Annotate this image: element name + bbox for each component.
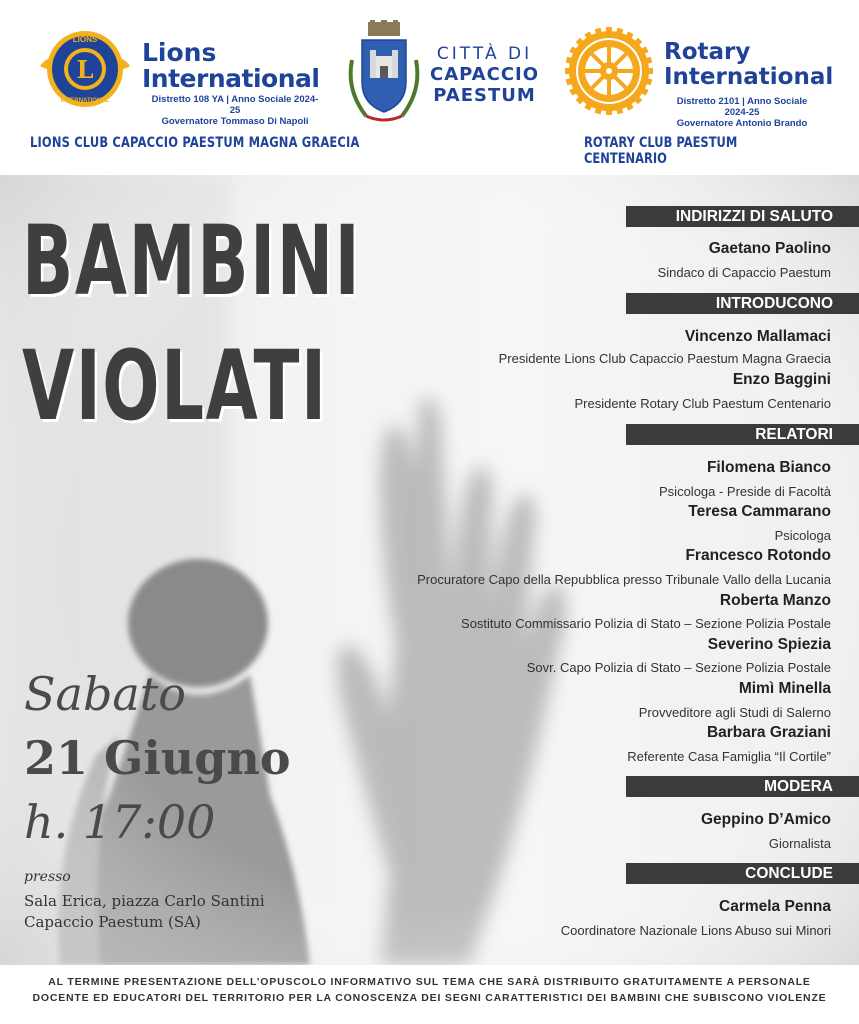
venue-line1: Sala Erica, piazza Carlo Santini	[24, 892, 265, 910]
lions-badge-bottom-text: INTERNATIONAL	[60, 98, 110, 104]
speaker-role: Referente Casa Famiglia “Il Cortile”	[627, 749, 831, 764]
event-date: 21 Giugno	[24, 731, 291, 785]
speaker-role: Sindaco di Capaccio Paestum	[657, 265, 831, 280]
speaker-role: Giornalista	[768, 836, 831, 851]
speaker-name: Severino Spiezia	[707, 636, 831, 653]
speaker-role: Provveditore agli Studi di Salerno	[638, 705, 831, 720]
lions-logo-icon	[36, 26, 134, 112]
lions-subtitle	[150, 94, 320, 127]
speaker-name: Geppino D’Amico	[700, 811, 831, 828]
speaker-name: Vincenzo Mallamaci	[684, 328, 831, 345]
rotary-wheel-icon	[564, 26, 654, 116]
section-bar-modera: MODERA	[626, 776, 859, 797]
venue-line2: Capaccio Paestum (SA)	[24, 913, 201, 931]
speaker-name: Enzo Baggini	[732, 371, 831, 388]
event-time: h. 17:00	[24, 795, 216, 849]
speaker-name: Teresa Cammarano	[688, 503, 831, 520]
section-bar-saluto: INDIRIZZI DI SALUTO	[626, 206, 859, 227]
rotary-governor: Governatore Antonio Brando	[676, 118, 808, 129]
section-bar-introducono: INTRODUCONO	[626, 293, 859, 314]
speaker-role: Procuratore Capo della Repubblica presso Tribunale Vallo della Lucania	[417, 572, 831, 587]
rotary-title-line1: Rotary	[664, 39, 751, 65]
lions-district: Distretto 108 YA | Anno Sociale 2024-25	[151, 94, 319, 116]
lions-title-line1: Lions	[142, 38, 217, 67]
speaker-name: Francesco Rotondo	[685, 547, 831, 564]
lions-club-name: LIONS CLUB CAPACCIO PAESTUM MAGNA GRAECIA	[30, 135, 360, 151]
speaker-role: Presidente Lions Club Capaccio Paestum Magna Graecia	[498, 351, 831, 366]
header	[0, 0, 859, 175]
section-bar-conclude: CONCLUDE	[626, 863, 859, 884]
speaker-role: Presidente Rotary Club Paestum Centenario	[574, 396, 831, 411]
speaker-name: Carmela Penna	[719, 898, 831, 915]
speaker-role: Psicologa - Preside di Facoltà	[659, 484, 831, 499]
speaker-role: Sovr. Capo Polizia di Stato – Sezione Polizia Postale	[526, 660, 831, 675]
city-name-line1: CITTÀ DI	[436, 44, 533, 64]
speaker-role: Sostituto Commissario Polizia di Stato – Sezione Polizia Postale	[461, 616, 831, 631]
speaker-role: Coordinatore Nazionale Lions Abuso sui Minori	[560, 923, 831, 938]
rotary-district: Distretto 2101 | Anno Sociale 2024-25	[676, 96, 808, 118]
speaker-name: Gaetano Paolino	[708, 240, 831, 257]
footer-line1: AL TERMINE PRESENTAZIONE DELL’OPUSCOLO INFORMATIVO SUL TEMA CHE SARÀ DISTRIBUITO GRATUITAMENTE A PERSONALE	[48, 976, 811, 988]
rotary-club-name: ROTARY CLUB PAESTUM CENTENARIO	[584, 135, 738, 167]
lions-title	[142, 40, 319, 92]
title-line1: BAMBINI	[22, 205, 362, 317]
lions-title-line2: International	[142, 64, 320, 93]
city-name	[430, 44, 539, 106]
section-bar-relatori: RELATORI	[626, 424, 859, 445]
lions-governor: Governatore Tommaso Di Napoli	[161, 116, 309, 127]
city-name-line3: PAESTUM	[433, 85, 536, 106]
city-name-line2: CAPACCIO	[430, 64, 540, 85]
speaker-name: Filomena Bianco	[706, 459, 831, 476]
footer-note	[0, 965, 859, 1024]
lions-badge-letter: L	[76, 55, 94, 84]
city-crest-icon	[344, 20, 424, 128]
event-presso: presso	[24, 869, 71, 885]
speaker-role: Psicologa	[774, 528, 831, 543]
title-line2: VIOLATI	[22, 330, 328, 442]
speaker-name: Roberta Manzo	[719, 592, 831, 609]
rotary-title-line2: International	[664, 64, 834, 90]
speaker-name: Barbara Graziani	[706, 724, 831, 741]
event-venue	[24, 891, 265, 933]
rotary-title	[664, 40, 833, 90]
speaker-name: Mimì Minella	[738, 680, 831, 697]
lions-badge-top-text: LIONS	[72, 35, 98, 44]
rotary-subtitle	[664, 96, 820, 129]
event-day: Sabato	[24, 667, 186, 721]
footer-line2: DOCENTE ED EDUCATORI DEL TERRITORIO PER LA CONOSCENZA DEI SEGNI CARATTERISTICI DEI BAMBINI CHE SUBISCONO VIOLENZE	[32, 992, 827, 1004]
